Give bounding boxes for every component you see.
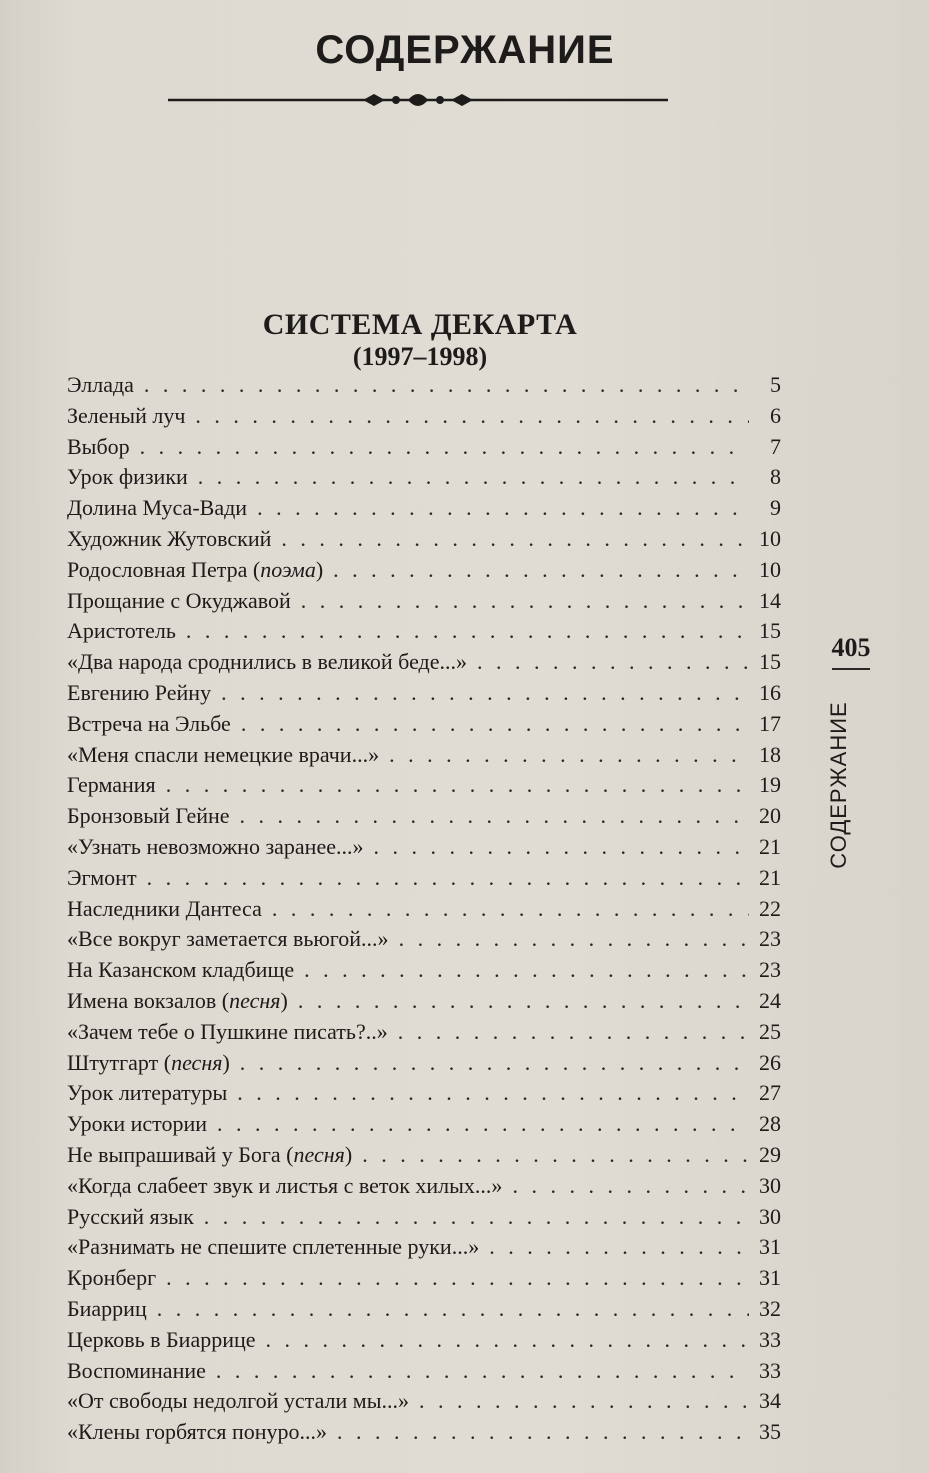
toc-entry-page: 23 bbox=[759, 926, 781, 952]
toc-entry-page: 8 bbox=[770, 464, 781, 490]
toc-entry-title-text: «Узнать невозможно заранее...» bbox=[67, 833, 364, 859]
dot-leader bbox=[512, 1171, 749, 1202]
toc-entry-title: Имена вокзалов (песня) bbox=[67, 987, 288, 1013]
toc-entry-page: 25 bbox=[759, 1018, 781, 1044]
toc-entry-title bbox=[67, 863, 137, 894]
toc-entry-title-text: Родословная Петра bbox=[67, 556, 248, 582]
toc-entry bbox=[67, 1386, 781, 1417]
toc-entry-page: 24 bbox=[759, 987, 781, 1013]
toc-entry bbox=[67, 1078, 781, 1109]
toc-entry-page: 27 bbox=[759, 1080, 781, 1106]
toc-entry bbox=[67, 432, 781, 463]
toc-entry-title bbox=[67, 1232, 479, 1263]
toc-entry bbox=[67, 1017, 781, 1048]
toc-entry-title bbox=[67, 1202, 194, 1233]
dot-leader bbox=[301, 586, 749, 617]
toc-entry-title-text: Бронзовый Гейне bbox=[67, 803, 230, 829]
toc-entry-page: 9 bbox=[770, 495, 781, 521]
toc-entry-title-text: Биарриц bbox=[67, 1295, 147, 1321]
toc-entry-page: 28 bbox=[759, 1111, 781, 1137]
page-title: СОДЕРЖАНИЕ bbox=[315, 28, 615, 72]
toc-entry bbox=[67, 493, 781, 524]
toc-entry-page: 31 bbox=[759, 1234, 781, 1260]
dot-leader bbox=[140, 432, 749, 463]
page-number: 405 bbox=[831, 633, 871, 662]
dot-leader bbox=[489, 1232, 749, 1263]
toc-entry bbox=[67, 1109, 781, 1140]
toc-entry-title-text: Эгмонт bbox=[67, 864, 137, 890]
dot-leader bbox=[166, 770, 749, 801]
toc-entry bbox=[67, 401, 781, 432]
dot-leader bbox=[198, 462, 749, 493]
toc-entry-title-text: Урок литературы bbox=[67, 1080, 228, 1106]
toc-entry bbox=[67, 1263, 781, 1294]
toc-entry bbox=[67, 801, 781, 832]
toc-entry-title-text: Урок физики bbox=[67, 464, 188, 490]
toc-entry-page: 34 bbox=[759, 1388, 781, 1414]
toc-entry-title bbox=[67, 370, 134, 401]
toc-entry-title bbox=[67, 586, 291, 617]
toc-entry-title-text: Кронберг bbox=[67, 1265, 157, 1291]
toc-entry-page: 18 bbox=[759, 741, 781, 767]
toc-entry bbox=[67, 955, 781, 986]
toc-entry bbox=[67, 1417, 781, 1448]
dot-leader bbox=[477, 647, 749, 678]
toc-entry-title-text: «Зачем тебе о Пушкине писать?..» bbox=[67, 1018, 388, 1044]
dot-leader bbox=[266, 1325, 749, 1356]
table-of-contents bbox=[67, 370, 781, 1448]
toc-entry bbox=[67, 740, 781, 771]
dot-leader bbox=[304, 955, 749, 986]
dot-leader bbox=[195, 401, 749, 432]
toc-entry bbox=[67, 1140, 781, 1171]
toc-entry-title-text: Русский язык bbox=[67, 1203, 194, 1229]
toc-entry-title bbox=[67, 740, 379, 771]
toc-entry-title bbox=[67, 432, 130, 463]
toc-entry-title-text: Художник Жутовский bbox=[67, 525, 272, 551]
toc-entry-title-text: «Клены горбятся понуро...» bbox=[67, 1419, 328, 1445]
toc-entry-title-text: «Когда слабеет звук и листья с веток хилых...» bbox=[67, 1172, 503, 1198]
toc-entry-title: Родословная Петра (поэма) bbox=[67, 556, 324, 582]
section-years: (1997–1998) bbox=[352, 342, 488, 371]
toc-entry-note: поэма bbox=[260, 556, 316, 582]
toc-entry-page: 22 bbox=[759, 895, 781, 921]
toc-entry-page: 33 bbox=[759, 1326, 781, 1352]
ornament-divider bbox=[168, 88, 668, 112]
toc-entry-title bbox=[67, 678, 211, 709]
toc-entry-title bbox=[67, 1325, 256, 1356]
toc-entry bbox=[67, 1232, 781, 1263]
toc-entry-title-text: Церковь в Биаррице bbox=[67, 1326, 256, 1352]
toc-entry-page: 5 bbox=[770, 372, 781, 397]
toc-entry bbox=[67, 894, 781, 925]
toc-entry bbox=[67, 1202, 781, 1233]
dot-leader bbox=[241, 709, 749, 740]
section-title: СИСТЕМА ДЕКАРТА bbox=[262, 308, 578, 341]
toc-entry-title-text: «Два народа сроднились в великой беде...» bbox=[67, 649, 467, 675]
toc-entry-page: 21 bbox=[759, 833, 781, 859]
dot-leader bbox=[373, 832, 749, 863]
toc-entry-title bbox=[67, 493, 247, 524]
toc-entry-page: 6 bbox=[770, 402, 781, 428]
toc-entry-title: Штутгарт (песня) bbox=[67, 1049, 230, 1075]
toc-entry bbox=[67, 462, 781, 493]
toc-entry bbox=[67, 770, 781, 801]
dot-leader bbox=[419, 1386, 749, 1417]
toc-entry bbox=[67, 1048, 781, 1079]
toc-entry bbox=[67, 555, 781, 586]
running-title bbox=[809, 700, 869, 870]
toc-entry-title bbox=[67, 1294, 147, 1325]
toc-entry-title-text: Аристотель bbox=[67, 618, 176, 644]
toc-entry-title bbox=[67, 1171, 502, 1202]
dot-leader bbox=[144, 370, 749, 401]
toc-entry-title bbox=[67, 709, 231, 740]
toc-entry-title bbox=[67, 647, 467, 678]
toc-entry-title bbox=[67, 616, 176, 647]
toc-entry-title-text: Зеленый луч bbox=[67, 402, 186, 428]
toc-entry-title bbox=[67, 1356, 206, 1387]
toc-entry-page: 21 bbox=[759, 864, 781, 890]
toc-entry-title-text: Прощание с Окуджавой bbox=[67, 587, 291, 613]
toc-entry-page: 19 bbox=[759, 772, 781, 798]
toc-entry bbox=[67, 986, 781, 1017]
toc-entry-page: 31 bbox=[759, 1265, 781, 1291]
dot-leader bbox=[298, 986, 749, 1017]
dot-leader bbox=[333, 555, 749, 586]
toc-entry-title bbox=[67, 1417, 327, 1448]
toc-entry-title-text: Встреча на Эльбе bbox=[67, 710, 231, 736]
dot-leader bbox=[272, 894, 749, 925]
dot-leader bbox=[240, 1048, 749, 1079]
toc-entry-title-text: Воспоминание bbox=[67, 1357, 206, 1383]
toc-entry-title-text: «От свободы недолгой устали мы...» bbox=[67, 1388, 409, 1414]
toc-entry-title-text: Выбор bbox=[67, 433, 130, 459]
toc-entry-page: 30 bbox=[759, 1203, 781, 1229]
toc-entry bbox=[67, 678, 781, 709]
toc-entry-title-text: Долина Муса-Вади bbox=[67, 495, 248, 521]
side-rule bbox=[832, 668, 870, 670]
toc-entry-page: 7 bbox=[770, 433, 781, 459]
toc-entry-title-text: Германия bbox=[67, 772, 156, 798]
dot-leader bbox=[166, 1263, 749, 1294]
toc-entry-note: песня bbox=[293, 1141, 345, 1167]
toc-entry-page: 20 bbox=[759, 803, 781, 829]
toc-entry-title-text: Евгению Рейну bbox=[67, 679, 212, 705]
toc-entry-page: 26 bbox=[759, 1049, 781, 1075]
toc-entry-title bbox=[67, 894, 262, 925]
toc-entry bbox=[67, 709, 781, 740]
toc-entry-page: 16 bbox=[759, 679, 781, 705]
toc-entry-page: 33 bbox=[759, 1357, 781, 1383]
toc-entry-title-text: Не выпрашивай у Бога bbox=[67, 1141, 281, 1167]
toc-entry-note: песня bbox=[171, 1049, 223, 1075]
dot-leader bbox=[399, 924, 749, 955]
toc-entry-title-text: Уроки истории bbox=[67, 1111, 208, 1137]
dot-leader bbox=[257, 493, 749, 524]
toc-entry-page: 10 bbox=[759, 525, 781, 551]
toc-entry-page: 29 bbox=[759, 1141, 781, 1167]
dot-leader bbox=[389, 740, 749, 771]
dot-leader bbox=[398, 1017, 749, 1048]
toc-entry-title bbox=[67, 1109, 207, 1140]
toc-entry-title-text: Штутгарт bbox=[67, 1049, 159, 1075]
dot-leader bbox=[281, 524, 749, 555]
dot-leader bbox=[237, 1078, 749, 1109]
toc-entry bbox=[67, 832, 781, 863]
toc-entry-page: 14 bbox=[759, 587, 781, 613]
toc-entry-page: 15 bbox=[759, 649, 781, 675]
toc-entry bbox=[67, 924, 781, 955]
dot-leader bbox=[221, 678, 749, 709]
toc-entry bbox=[67, 1294, 781, 1325]
dot-leader bbox=[337, 1417, 749, 1448]
toc-entry-title-text: Имена вокзалов bbox=[67, 987, 217, 1013]
toc-entry-page: 17 bbox=[759, 710, 781, 736]
dot-leader bbox=[216, 1356, 749, 1387]
toc-entry-title bbox=[67, 401, 185, 432]
toc-entry-page: 23 bbox=[759, 957, 781, 983]
toc-entry-title-text: «Разнимать не спешите сплетенные руки...» bbox=[67, 1234, 480, 1260]
toc-entry-page: 15 bbox=[759, 618, 781, 644]
toc-entry-page: 35 bbox=[759, 1419, 781, 1445]
dot-leader bbox=[204, 1202, 749, 1233]
toc-entry-page: 32 bbox=[759, 1295, 781, 1321]
toc-entry-title bbox=[67, 524, 271, 555]
toc-entry-title bbox=[67, 924, 389, 955]
toc-entry-title bbox=[67, 462, 188, 493]
toc-entry-title-text: Эллада bbox=[67, 372, 134, 397]
toc-entry-page: 10 bbox=[759, 556, 781, 582]
toc-entry-title-text: «Все вокруг заметается вьюгой...» bbox=[67, 926, 389, 952]
toc-entry-title-text: Наследники Дантеса bbox=[67, 895, 262, 921]
dot-leader bbox=[240, 801, 749, 832]
toc-entry-title bbox=[67, 801, 230, 832]
running-title-text: СОДЕРЖАНИЕ bbox=[826, 701, 851, 869]
toc-entry-note: песня bbox=[229, 987, 281, 1013]
toc-entry-title bbox=[67, 1386, 409, 1417]
dot-leader bbox=[186, 616, 749, 647]
toc-entry-title-text: «Меня спасли немецкие врачи...» bbox=[67, 741, 380, 767]
toc-entry bbox=[67, 524, 781, 555]
toc-entry bbox=[67, 1356, 781, 1387]
toc-entry-title bbox=[67, 955, 294, 986]
toc-entry-title bbox=[67, 832, 363, 863]
toc-entry-title bbox=[67, 1078, 227, 1109]
toc-entry bbox=[67, 616, 781, 647]
toc-entry-title bbox=[67, 1017, 388, 1048]
dot-leader bbox=[147, 863, 749, 894]
toc-entry bbox=[67, 370, 781, 401]
toc-entry-title: Не выпрашивай у Бога (песня) bbox=[67, 1141, 353, 1167]
toc-entry bbox=[67, 1325, 781, 1356]
toc-entry bbox=[67, 647, 781, 678]
toc-entry-page: 30 bbox=[759, 1172, 781, 1198]
toc-entry-title bbox=[67, 770, 156, 801]
dot-leader bbox=[217, 1109, 749, 1140]
toc-entry-title bbox=[67, 1263, 156, 1294]
dot-leader bbox=[157, 1294, 749, 1325]
toc-entry-title-text: На Казанском кладбище bbox=[67, 957, 295, 983]
toc-entry bbox=[67, 863, 781, 894]
toc-entry bbox=[67, 586, 781, 617]
dot-leader bbox=[362, 1140, 749, 1171]
toc-entry bbox=[67, 1171, 781, 1202]
